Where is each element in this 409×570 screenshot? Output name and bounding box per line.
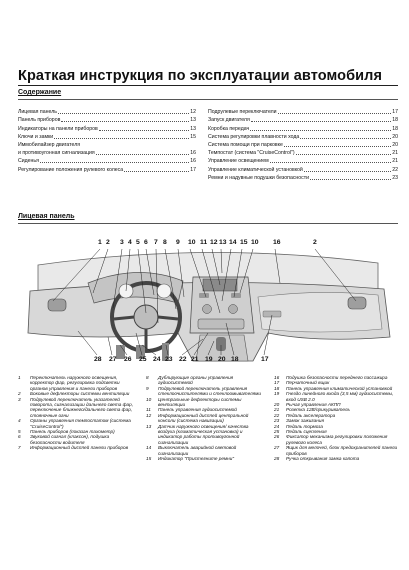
toc-leader-dots	[54, 138, 189, 139]
legend-item	[146, 375, 264, 386]
legend-item-text: Подрулевой переключатель управления стеклоочистителями и стеклоомывателями	[158, 385, 262, 397]
callout-number: 3	[120, 239, 124, 246]
legend-item-text: Дублирующие органы управления аудиосистемой	[158, 375, 234, 386]
toc-entry-label: Система регулировки плавности хода	[208, 133, 300, 140]
legend-item-number: 26	[274, 434, 280, 440]
toc-entry-page: 15	[190, 133, 196, 140]
callout-number: 16	[273, 239, 281, 246]
callout-number: 22	[179, 356, 187, 363]
legend-item	[18, 375, 136, 391]
toc-leader-dots	[278, 113, 392, 114]
toc-leader-dots	[99, 130, 189, 131]
legend-item-text: Звуковой сигнал (клаксон), подушка безопасности водителя	[30, 434, 110, 445]
toc-leader-dots	[61, 121, 189, 122]
toc-entry	[208, 140, 398, 148]
callout-number: 17	[261, 356, 269, 363]
legend-column-1	[18, 375, 136, 451]
toc-leader-dots	[96, 154, 189, 155]
toc-entry	[18, 164, 196, 172]
toc-entry-page: 22	[392, 166, 398, 173]
toc-leader-dots	[270, 162, 392, 163]
legend-item-text: Замок зажигания	[286, 418, 324, 424]
toc-leader-dots	[124, 171, 189, 172]
callout-number: 28	[94, 356, 102, 363]
toc-entry-label: Сиденья	[18, 158, 39, 165]
toc-entry-page: 20	[392, 133, 398, 140]
toc-entry	[18, 140, 196, 148]
toc-entry	[18, 107, 196, 115]
toc-leader-dots	[250, 130, 391, 131]
toc-entry-page: 17	[190, 166, 196, 173]
toc-leader-dots	[310, 179, 391, 180]
legend-item-text: Панель управления аудиосистемой	[158, 407, 237, 413]
legend-item-number: 21	[274, 407, 280, 413]
legend-item-text: Розетка 12В/прикуриватель	[286, 407, 350, 413]
callout-number: 15	[240, 239, 248, 246]
contents-left-column	[18, 107, 196, 173]
callout-number: 2	[106, 239, 110, 246]
legend-item-text: Педаль сцепления	[286, 429, 327, 435]
legend-item	[274, 456, 398, 461]
callout-number: 14	[229, 239, 237, 246]
legend-item-text: Информационный дисплей панели приборов	[30, 445, 129, 451]
toc-entry	[208, 132, 398, 140]
callout-number: 13	[219, 239, 227, 246]
callout-number: 10	[188, 239, 196, 246]
legend-item	[146, 413, 264, 424]
legend-item-number: 7	[18, 445, 21, 451]
legend-item-number: 22	[274, 412, 280, 418]
legend-column-2	[146, 375, 264, 462]
toc-entry	[208, 107, 398, 115]
callout-number: 19	[205, 356, 213, 363]
legend-item-number: 14	[146, 445, 152, 451]
toc-entry-label: Лицевая панель	[18, 109, 57, 116]
figure-divider	[18, 223, 398, 224]
toc-entry-label: Регулирование положения рулевого колеса	[18, 166, 124, 173]
legend-column-3	[274, 375, 398, 462]
callout-number: 11	[200, 239, 208, 246]
legend-item-number: 23	[274, 418, 280, 424]
legend-item-number: 17	[274, 380, 280, 386]
callout-number: 8	[163, 239, 167, 246]
callout-number: 24	[153, 356, 161, 363]
callout-number: 4	[128, 239, 132, 246]
legend-item	[274, 391, 398, 402]
toc-entry-page: 18	[392, 125, 398, 132]
legend-item	[146, 456, 264, 461]
toc-entry-page: 17	[392, 109, 398, 116]
legend-item	[18, 397, 136, 419]
legend-item-number: 12	[146, 412, 152, 418]
legend-item	[146, 445, 264, 456]
callout-number: 23	[165, 356, 173, 363]
toc-entry-label: Индикаторы на панели приборов	[18, 125, 98, 132]
toc-entry-page: 13	[190, 125, 196, 132]
toc-entry	[208, 173, 398, 181]
toc-entry	[18, 148, 196, 156]
legend-item-number: 3	[18, 396, 21, 402]
callout-number: 27	[109, 356, 117, 363]
toc-entry-page: 13	[190, 117, 196, 124]
legend-item-number: 25	[274, 429, 280, 435]
legend-item	[146, 386, 264, 397]
toc-entry-page: 16	[190, 158, 196, 165]
legend-item-text: Органы управления темпостатом (система "CruiseControl")	[30, 418, 131, 429]
contents-divider	[18, 99, 398, 100]
toc-entry-label: Управление освещением	[208, 158, 269, 165]
toc-entry-label: Темпостат (система "CruiseControl")	[208, 150, 295, 157]
callout-number: 9	[176, 239, 180, 246]
contents-right-column	[208, 107, 398, 181]
callout-number: 26	[124, 356, 132, 363]
toc-entry-label: Система помощи при парковке	[208, 141, 283, 148]
legend-item-text: Подушка безопасности переднего пассажира	[286, 375, 388, 380]
callout-number: 25	[139, 356, 147, 363]
toc-leader-dots	[251, 121, 391, 122]
callout-number: 20	[218, 356, 226, 363]
legend-item-text: Гнездо линейного входа (3,5 мм) аудиосистемы, вход USB 2.0	[286, 391, 394, 402]
legend-item-text: Датчик наружного освещения/ качества воздуха (климатическая установка) и индикатор работы противоугонной сигнализации	[158, 423, 249, 445]
legend-item-text: Ручка открывания замка капота	[286, 456, 360, 462]
toc-entry-label: Ключи и замки	[18, 133, 54, 140]
contents-heading: Содержание	[18, 89, 62, 96]
toc-leader-dots	[300, 138, 391, 139]
toc-entry-label: Управление климатической установкой	[208, 166, 303, 173]
legend-item	[18, 418, 136, 429]
figure-heading: Лицевая панель	[18, 213, 75, 220]
legend-item	[18, 445, 136, 450]
legend-item-text: Центральные дефлекторы системы вентиляции	[158, 396, 242, 408]
legend-item-number: 27	[274, 445, 280, 451]
legend-item-number: 1	[18, 375, 21, 380]
toc-leader-dots	[58, 113, 189, 114]
toc-entry	[208, 156, 398, 164]
callout-number: 6	[144, 239, 148, 246]
legend-item-number: 28	[274, 456, 280, 462]
legend-item-number: 4	[18, 418, 21, 424]
legend-item-text: Панель управления климатической установкой	[286, 385, 393, 391]
callout-number: 12	[210, 239, 218, 246]
toc-entry-page: 23	[392, 174, 398, 181]
toc-leader-dots	[284, 146, 391, 147]
callout-numbers	[18, 233, 398, 370]
legend-item	[146, 424, 264, 446]
toc-entry-label: Панель приборов	[18, 117, 61, 124]
callout-number: 21	[191, 356, 199, 363]
toc-leader-dots	[296, 154, 392, 155]
toc-entry	[208, 123, 398, 131]
legend-item-number: 20	[274, 402, 280, 408]
legend-item-number: 2	[18, 391, 21, 397]
toc-entry	[18, 115, 196, 123]
legend-item	[274, 445, 398, 456]
toc-leader-dots	[304, 171, 391, 172]
legend-item-number: 24	[274, 423, 280, 429]
legend-item-number: 5	[18, 429, 21, 435]
legend-item-text: Информационный дисплей центральной консоли (система навигации)	[158, 412, 249, 424]
toc-entry-page: 16	[190, 150, 196, 157]
callout-number: 5	[136, 239, 140, 246]
legend-item-number: 8	[146, 375, 149, 380]
legend-item-text: Фиксатор механизма регулировки положения рулевого колеса	[286, 434, 388, 445]
callout-number: 1	[98, 239, 102, 246]
legend-item-text: Перчаточный ящик	[286, 380, 330, 386]
legend-item	[146, 397, 264, 408]
toc-entry-label: Коробка передач	[208, 125, 250, 132]
toc-entry	[18, 123, 196, 131]
callout-number: 18	[231, 356, 239, 363]
legend-item-text: Выключатель аварийной световой сигнализации	[158, 445, 237, 456]
toc-entry-page: 20	[392, 141, 398, 148]
legend-item	[274, 434, 398, 445]
toc-entry	[18, 156, 196, 164]
page-title: Краткая инструкция по эксплуатации автомобиля	[18, 68, 383, 84]
legend-item-number: 16	[274, 375, 280, 380]
legend-item-number: 11	[146, 407, 151, 413]
legend-item-number: 19	[274, 391, 280, 397]
toc-entry-label: Иммобилайзер двигателя	[18, 141, 81, 148]
legend-item-number: 9	[146, 385, 149, 391]
legend-item-number: 13	[146, 423, 152, 429]
toc-entry-page: 21	[392, 150, 398, 157]
toc-entry	[208, 115, 398, 123]
callout-number: 10	[251, 239, 259, 246]
legend-item	[18, 434, 136, 445]
toc-entry-label: и противоугонная сигнализация	[18, 150, 95, 157]
legend-item-text: Подрулевой переключатель указателей поворота, сигнализации дальнего света фар, переключение ближнего/дальнего света фар, стояночные огни	[30, 396, 134, 418]
legend-item-text: Рычаг управления АКПП	[286, 402, 341, 408]
legend-item-text: Панель приборов (показан тахометр)	[30, 429, 115, 435]
legend-item-text: Педаль акселератора	[286, 412, 336, 418]
toc-entry-page: 21	[392, 158, 398, 165]
title-divider	[18, 85, 398, 86]
legend-item-text: Боковые дефлекторы системы вентиляции	[30, 391, 130, 397]
legend-item-number: 6	[18, 434, 21, 440]
legend-item-text: Педаль тормоза	[286, 423, 324, 429]
toc-entry-label: Ремни и надувные подушки безопасности	[208, 174, 310, 181]
legend-item-text: Ящик для мелочей, блок предохранителей панели приборов	[286, 445, 398, 456]
legend-item-number: 10	[146, 396, 152, 402]
toc-entry-page: 12	[190, 109, 196, 116]
callout-number: 2	[313, 239, 317, 246]
legend-item-number: 18	[274, 385, 280, 391]
legend-item-number: 15	[146, 456, 152, 462]
callout-number: 7	[154, 239, 158, 246]
toc-entry	[208, 164, 398, 172]
legend-item-text: Переключатель наружного освещения, корректор фар, регулировка подсветки органов управления и панели приборов	[30, 375, 120, 391]
toc-entry-label: Подрулевые переключатели	[208, 109, 277, 116]
toc-entry-page: 18	[392, 117, 398, 124]
dashboard-illustration	[18, 233, 398, 370]
legend-item-text: Индикатор "Пристегните ремни"	[158, 456, 234, 462]
toc-entry-label: Запуск двигателя	[208, 117, 250, 124]
toc-entry	[18, 132, 196, 140]
toc-leader-dots	[40, 162, 189, 163]
toc-entry	[208, 148, 398, 156]
